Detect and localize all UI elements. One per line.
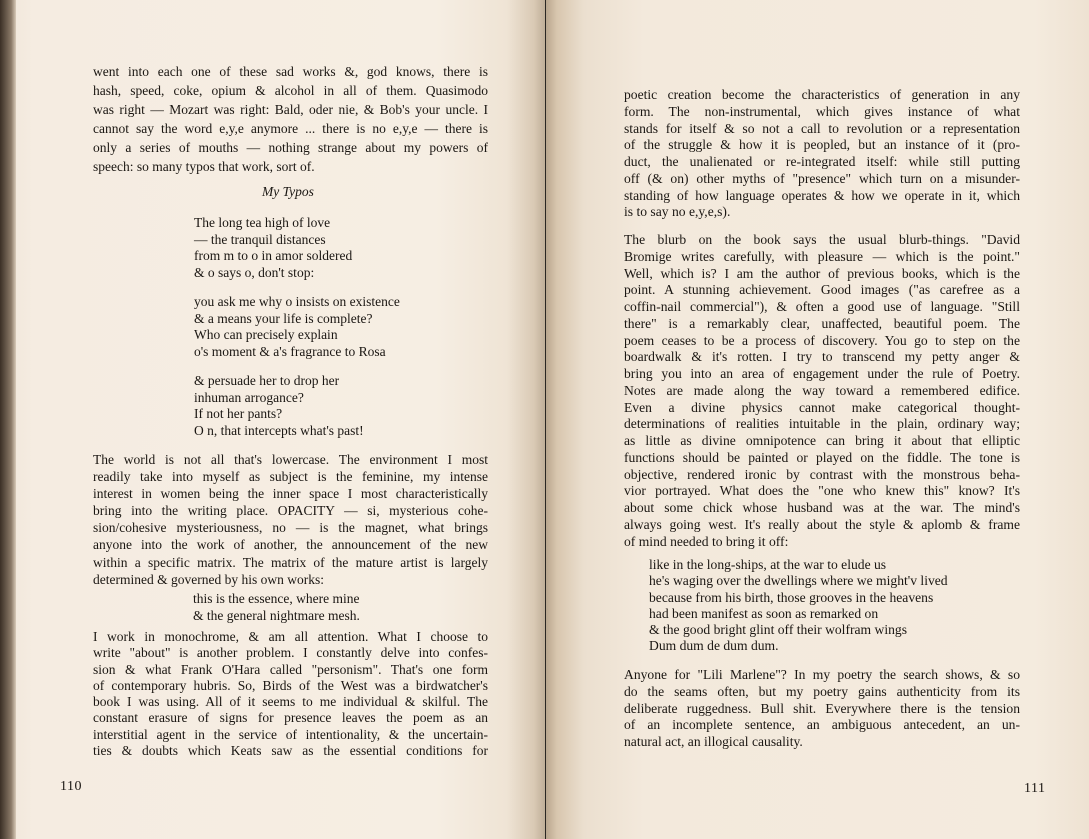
text-line: readily take into myself as subject is the feminine, my intense	[93, 469, 488, 485]
text-line: The world is not all that's lowercase. The environment I most	[93, 452, 488, 467]
verse-line: & persuade her to drop her	[194, 373, 340, 388]
text-line: bring into the writing place. OPACITY — si, mysterious cohe-	[93, 503, 488, 519]
text-line: coffin-nail commercial"), & often a good use of language. "Still	[624, 299, 1020, 314]
verse-line: you ask me why o insists on existence	[194, 294, 400, 309]
text-line: deliberate ruggedness. Bull shit. Everywhere there is the tension	[624, 700, 1020, 716]
right-paragraph-1	[624, 87, 1020, 221]
verse-line: & a means your life is complete?	[194, 310, 373, 326]
text-line: always going west. It's really about the style & aplomb & frame	[624, 516, 1020, 532]
text-line: Even a divine physics cannot make categorical thought-	[624, 399, 1020, 415]
verse-line: he's waging over the dwellings where we might'v lived	[649, 573, 948, 589]
book-edge	[0, 0, 16, 839]
text-line: bring you into an area of engagement under the rule of Poetry.	[624, 366, 1020, 381]
text-line: standing of how language operates & how we operate in it, which	[624, 187, 1020, 203]
right-paragraph-2	[624, 232, 1020, 550]
text-line: was right — Mozart was right: Bald, oder nie, & Bob's your uncle. I	[93, 102, 488, 118]
text-line: Well, which is? I am the author of previous books, which is the	[624, 265, 1020, 281]
text-line: do the seams often, but my poetry gains authenticity from its	[624, 683, 1020, 699]
verse-line: like in the long-ships, at the war to elude us	[649, 557, 887, 572]
text-line: there" is a remarkably clear, unaffected, beautiful poem. The	[624, 315, 1020, 331]
left-paragraph-2	[93, 451, 488, 588]
page-number: 110	[60, 779, 82, 794]
text-line: duct, the unalienated or re-integrated itself: while still putting	[624, 154, 1020, 169]
page-number: 111	[1024, 781, 1046, 796]
text-line: off (& on) other myths of "presence" which turn on a misunder-	[624, 170, 1020, 186]
text-line: interstitial agent in the service of intentionality, & the uncertain-	[93, 726, 488, 742]
verse-line: If not her pants?	[194, 406, 283, 422]
text-line: speech: so many typos that work, sort of.	[93, 159, 315, 175]
text-line: of mind needed to bring it off:	[624, 533, 789, 549]
text-line: of contemporary hubris. So, Birds of the West was a birdwatcher's	[93, 677, 488, 693]
verse-line: this is the essence, where mine	[193, 591, 360, 606]
poem-title: My Typos	[262, 184, 314, 199]
verse-line: & o says o, don't stop:	[194, 264, 315, 280]
right-paragraph-3	[624, 667, 1020, 751]
text-line: natural act, an illogical causality.	[624, 734, 803, 749]
verse-line: had been manifest as soon as remarked on	[649, 605, 879, 621]
text-line: determinations of realities intuitable in the plain, ordinary way;	[624, 416, 1020, 432]
verse-line: & the general nightmare mesh.	[193, 607, 360, 623]
verse-line: Who can precisely explain	[194, 327, 338, 343]
text-line: The blurb on the book says the usual blurb-things. "David	[624, 232, 1020, 247]
text-line: stands for itself & so not a call to revolution or a representation	[624, 120, 1020, 136]
poem-stanza-2	[194, 294, 400, 360]
verse-line: because from his birth, those grooves in the heavens	[649, 589, 934, 605]
verse-block	[649, 557, 948, 655]
verse-line: inhuman arrogance?	[194, 389, 304, 405]
verse-line: O n, that intercepts what's past!	[194, 422, 364, 438]
verse-line: & the good bright glint off their wolfram wings	[649, 622, 907, 638]
text-line: of the struggle & how it is peopled, but an instance of it (pro-	[624, 137, 1020, 153]
right-page	[546, 0, 1089, 839]
verse-line: o's moment & a's fragrance to Rosa	[194, 343, 386, 359]
quote-block	[193, 591, 360, 624]
text-line: about some chick whose husband was at the war. The mind's	[624, 500, 1020, 515]
text-line: vior portrayed. What does the "one who knew this" know? It's	[624, 483, 1020, 499]
text-line: of an incomplete sentence, an ambiguous antecedent, an un-	[624, 717, 1020, 733]
text-line: anyone into the work of another, the announcement of the new	[93, 537, 488, 553]
verse-line: from m to o in amor soldered	[194, 248, 353, 264]
text-line: form. The non-instrumental, which gives instance of what	[624, 103, 1020, 119]
text-line: functions should be painted or played on the fiddle. The tone is	[624, 449, 1020, 465]
text-line: interest in women being the inner space I most characteristically	[93, 486, 488, 502]
text-line: as little as divine omnipotence can bring it about that elliptic	[624, 433, 1020, 448]
text-line: only a series of mouths — nothing strange about my powers of	[93, 140, 488, 156]
left-paragraph-3	[93, 629, 488, 759]
text-line: cannot say the word e,y,e anymore ... there is no e,y,e — there is	[93, 121, 488, 137]
verse-line: — the tranquil distances	[194, 231, 326, 247]
text-line: objective, rendered ironic by contrast with the monstrous beha-	[624, 466, 1020, 482]
text-line: I work in monochrome, & am all attention. What I choose to	[93, 629, 488, 644]
text-line: Anyone for "Lili Marlene"? In my poetry the search shows, & so	[624, 667, 1020, 682]
text-line: poetic creation become the characteristics of generation in any	[624, 87, 1020, 102]
text-line: Bromige writes carefully, with pleasure — which is the point."	[624, 248, 1020, 264]
text-line: determined & governed by his own works:	[93, 571, 324, 587]
poem-stanza-1	[194, 215, 352, 281]
verse-line: Dum dum de dum dum.	[649, 638, 779, 654]
text-line: write "about" is another problem. I constantly delve into confes-	[93, 645, 488, 661]
text-line: sion & what Frank O'Hara called "personism". That's one form	[93, 661, 488, 677]
text-line: within a specific matrix. The matrix of the mature artist is largely	[93, 554, 488, 570]
text-line: boardwalk & it's rotten. I try to transcend my petty anger &	[624, 349, 1020, 365]
text-line: sion/cohesive mysteriousness, no — is the magnet, what brings	[93, 520, 488, 536]
text-line: is to say no e,y,e,s).	[624, 204, 731, 220]
verse-line: The long tea high of love	[194, 215, 331, 230]
text-line: Notes are made along the way toward a remembered edifice.	[624, 382, 1020, 398]
text-line: ties & doubts which Keats saw as the essential conditions for	[93, 743, 488, 759]
poem-stanza-3	[194, 373, 364, 439]
text-line: constant erasure of signs for presence leaves the poem as an	[93, 710, 488, 726]
text-line: poem ceases to be a process of discovery. You go to step on the	[624, 332, 1020, 348]
text-line: hash, speed, coke, opium & alcohol in all of them. Quasimodo	[93, 83, 488, 99]
text-line: book I was using. All of it seems to me individual & skilful. The	[93, 694, 488, 710]
left-paragraph-1	[93, 62, 488, 177]
text-line: went into each one of these sad works &, god knows, there is	[93, 64, 488, 79]
text-line: point. A stunning achievement. Good images ("as carefree as a	[624, 282, 1020, 298]
